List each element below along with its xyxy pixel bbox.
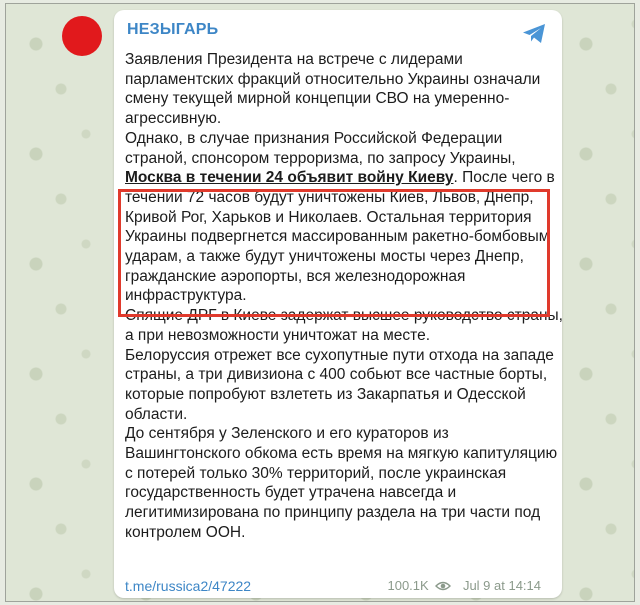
message-date: Jul 9 at 14:14 xyxy=(462,578,541,593)
paragraph xyxy=(125,129,565,306)
paragraph: Белоруссия отрежет все сухопутные пути отхода на западе страны, а три дивизиона с 400 собьют все частные борты, которые попробуют взлететь из Закарпатья и Одесской области. xyxy=(125,346,554,423)
channel-name[interactable]: НЕЗЫГАРЬ xyxy=(127,21,219,38)
bold-underlined-text: Москва в течении 24 объявит войну Киеву xyxy=(125,169,454,187)
paragraph: Заявления Президента на встрече с лидерами парламентских фракций относительно Украины означали смену текущей мирной концепции СВО на умеренно-агрессивную. xyxy=(125,51,541,128)
post-link[interactable]: t.me/russica2/47222 xyxy=(125,578,252,594)
paragraph: До сентября у Зеленского и его кураторов из Вашингтонского обкома есть время на мягкую капитуляцию с потерей только 30% территорий, после украинская государственность будет утрачена навсегда и легитимизирована по принципу раздела на три части под контролем ООН. xyxy=(125,425,558,541)
message-text xyxy=(125,50,565,543)
message-bubble xyxy=(114,10,562,598)
text-span: Однако, в случае признания Российской Федерации страной, спонсором терроризма, по запросу Украины, xyxy=(125,129,516,167)
message-meta xyxy=(387,578,541,593)
eye-icon xyxy=(435,580,451,592)
view-count: 100.1K xyxy=(387,578,429,593)
text-span: . После чего в течении 72 часов будут уничтожены Киев, Львов, Днепр, Кривой Рог, Харьков и Николаев. Остальная территория Украины подвергнется массированным ракетно-бомбовым ударам, а также будут уничтожены мосты через Днепр, гражданские аэропорты, вся железнодорожная инфраструктура. xyxy=(125,169,555,305)
telegram-share-icon[interactable] xyxy=(519,18,549,48)
channel-avatar[interactable] xyxy=(62,16,102,56)
message-footer xyxy=(125,578,555,598)
paragraph: Спящие ДРГ в Киеве задержат высшее руководство страны, а при невозможности уничтожат на месте. xyxy=(125,307,563,344)
